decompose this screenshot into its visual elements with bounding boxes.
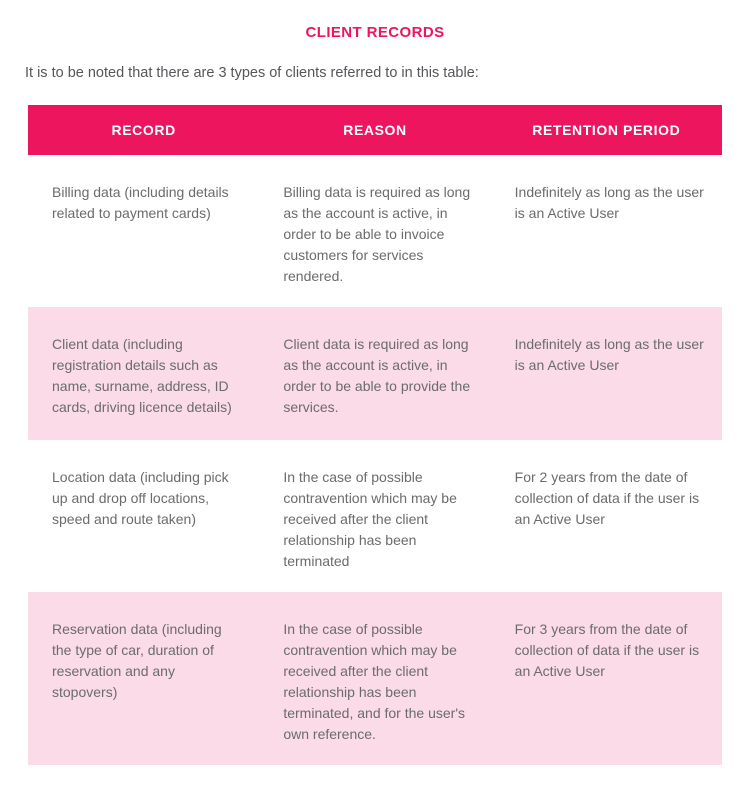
cell-record: [28, 307, 259, 440]
cell-reason: [259, 155, 490, 307]
table-header: [28, 105, 722, 155]
cell-retention: [491, 440, 722, 592]
cell-retention-text: Indefinitely as long as the user is an Active User: [514, 336, 704, 373]
cell-reason-text: In the case of possible contravention which may be received after the client relationship has been terminated, and for the user's own reference.: [283, 621, 465, 742]
cell-reason: [259, 440, 490, 592]
cell-record-text: Billing data (including details related to payment cards): [52, 184, 229, 221]
cell-retention: [491, 307, 722, 440]
table-row: [28, 440, 722, 592]
cell-retention-text: For 2 years from the date of collection of data if the user is an Active User: [514, 469, 700, 527]
table-row: [28, 592, 722, 765]
cell-retention: [491, 592, 722, 765]
intro-text: It is to be noted that there are 3 types of clients referred to in this table:: [25, 65, 479, 81]
cell-retention: [491, 155, 722, 307]
client-records-table: [28, 105, 722, 765]
table-row: [28, 307, 722, 440]
header-cell-retention-period: RETENTION PERIOD: [532, 122, 681, 138]
cell-record: [28, 155, 259, 307]
cell-reason-text: Billing data is required as long as the account is active, in order to be able to invoice customers for services rendered.: [283, 184, 471, 284]
cell-record-text: Client data (including registration details such as name, surname, address, ID cards, driving licence details): [52, 336, 232, 415]
table-row: [28, 155, 722, 307]
cell-record-text: Location data (including pick up and drop off locations, speed and route taken): [52, 469, 229, 527]
cell-reason: [259, 307, 490, 440]
cell-retention-text: For 3 years from the date of collection of data if the user is an Active User: [514, 621, 700, 679]
cell-reason-text: In the case of possible contravention which may be received after the client relationship has been terminated: [283, 469, 457, 569]
cell-record: [28, 440, 259, 592]
cell-record-text: Reservation data (including the type of car, duration of reservation and any stopovers): [52, 621, 222, 700]
cell-record: [28, 592, 259, 765]
header-cell-reason: REASON: [343, 122, 407, 138]
cell-reason-text: Client data is required as long as the account is active, in order to be able to provide the services.: [283, 336, 471, 415]
header-cell-record: RECORD: [111, 122, 176, 138]
cell-reason: [259, 592, 490, 765]
page-title: CLIENT RECORDS: [305, 24, 445, 41]
cell-retention-text: Indefinitely as long as the user is an Active User: [514, 184, 704, 221]
